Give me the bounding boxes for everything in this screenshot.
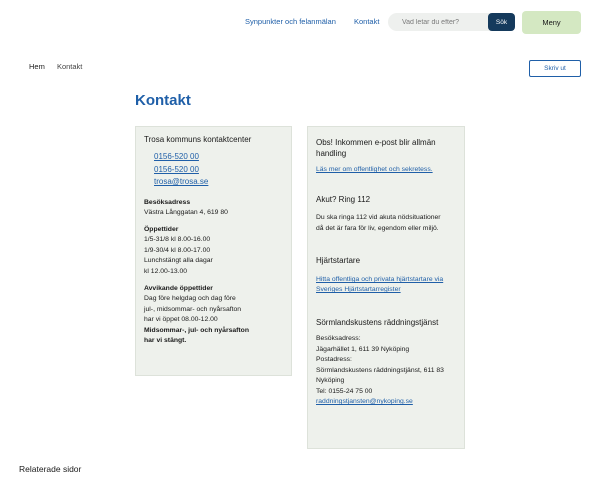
phone-link-1[interactable]: 0156-520 00 — [154, 152, 199, 161]
print-button[interactable]: Skriv ut — [529, 60, 581, 77]
rescue-email-link[interactable]: raddningstjansten@nykoping.se — [316, 398, 413, 405]
email-notice-line-2: handling — [316, 149, 347, 158]
contact-center-card — [135, 126, 292, 376]
site-header — [0, 0, 600, 44]
page-title: Kontakt — [135, 92, 191, 109]
email-link[interactable]: trosa@trosa.se — [154, 177, 209, 186]
emergency-line-2: då det är fara för liv, egendom eller miljö. — [316, 224, 439, 232]
defibrillator-register-link[interactable] — [316, 275, 456, 295]
email-notice-line-1: Obs! Inkommen e-post blir allmän — [316, 138, 436, 147]
defibrillator-link-line-2: Sveriges Hjärtstartarregister — [316, 286, 401, 293]
rescue-postal-label: Postadress: — [316, 356, 352, 363]
opening-hours-label: Öppettider — [144, 226, 179, 233]
rescue-postal-line-1: Sörmlandskustens räddningstjänst, 611 83 — [316, 366, 444, 374]
rescue-visit-label: Besöksadress: — [316, 335, 361, 342]
breadcrumb-home[interactable]: Hem — [29, 62, 45, 71]
feedback-link[interactable]: Synpunkter och felanmälan — [245, 17, 336, 26]
rescue-service-title: Sörmlandskustens räddningstjänst — [316, 318, 439, 327]
breadcrumb — [29, 62, 82, 71]
holiday-closed-line-1: Midsommar-, jul- och nyårsafton — [144, 326, 249, 334]
defibrillator-link-line-1: Hitta offentliga och privata hjärtstartare via — [316, 276, 444, 283]
menu-button[interactable]: Meny — [522, 11, 581, 34]
search-button[interactable]: Sök — [488, 13, 515, 31]
opening-hours-summer: 1/5-31/8 kl 8.00-16.00 — [144, 236, 211, 243]
deviating-hours-line-2: jul-, midsommar- och nyårsafton — [144, 305, 242, 313]
search-input[interactable] — [388, 13, 488, 31]
lunch-closed-time: kl 12.00-13.00 — [144, 267, 188, 275]
deviating-hours-line-1: Dag före helgdag och dag före — [144, 295, 236, 302]
breadcrumb-current: Kontakt — [56, 62, 83, 71]
deviating-hours-line-3: har vi öppet 08.00-12.00 — [144, 316, 218, 323]
info-card — [307, 126, 465, 449]
lunch-closed-text: Lunchstängt alla dagar — [144, 257, 213, 264]
emergency-title: Akut? Ring 112 — [316, 195, 371, 204]
rescue-phone: Tel: 0155-24 75 00 — [316, 387, 373, 395]
related-pages-heading: Relaterade sidor — [19, 464, 82, 474]
rescue-postal-line-2: Nyköping — [316, 377, 345, 384]
emergency-line-1: Du ska ringa 112 vid akuta nödsituationer — [316, 214, 441, 221]
phone-link-2[interactable]: 0156-520 00 — [154, 164, 199, 174]
contact-center-title: Trosa kommuns kontaktcenter — [144, 135, 252, 144]
rescue-visit-address: Jägarhället 1, 611 39 Nyköping — [316, 345, 410, 353]
contact-link[interactable]: Kontakt — [354, 17, 380, 26]
defibrillator-title: Hjärtstartare — [316, 256, 361, 265]
holiday-closed-line-2: har vi stängt. — [144, 337, 187, 344]
visit-address: Västra Långgatan 4, 619 80 — [144, 208, 228, 216]
opening-hours-winter: 1/9-30/4 kl 8.00-17.00 — [144, 246, 211, 254]
public-records-link[interactable]: Läs mer om offentlighet och sekretess. — [316, 166, 433, 173]
visit-address-label: Besöksadress — [144, 198, 191, 206]
deviating-hours-label: Avvikande öppettider — [144, 285, 213, 292]
